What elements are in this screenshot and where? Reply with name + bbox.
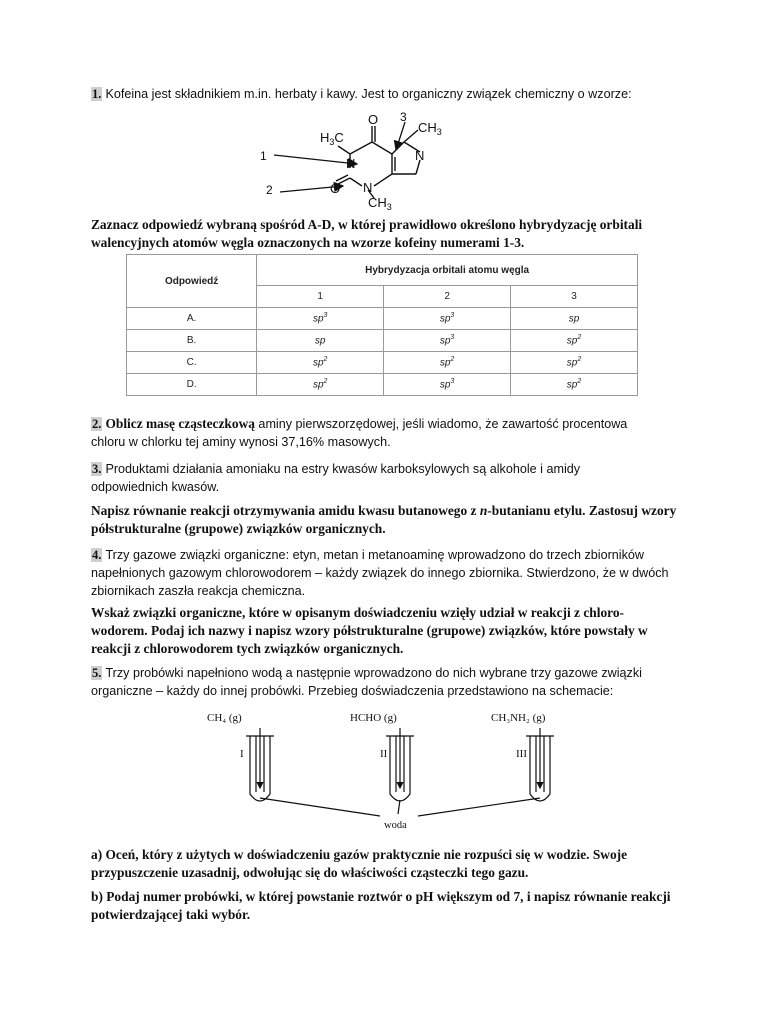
q5-task-a: a) Oceń, który z użytych w doświadczeniu gazów praktycznie nie rozpuści się w wodzie. Swoje przypuszczenie uzasadnij, odwołując się do właściwości cząsteczki tego gazu. xyxy=(91,847,628,880)
q1-intro-text: Kofeina jest składnikiem m.in. herbaty i kawy. Jest to organiczny związek chemiczny o wzorze: xyxy=(105,87,632,101)
arrow-1 xyxy=(274,155,357,164)
leader-line-1 xyxy=(260,798,380,816)
q5-number: 5. xyxy=(92,666,102,680)
row-label: C. xyxy=(127,352,257,374)
cell-hyb: sp xyxy=(257,330,384,352)
cell-hyb: $sp^2$ xyxy=(511,374,638,396)
tube-roman-1: I xyxy=(240,748,244,760)
q5-body: Trzy probówki napełniono wodą a następnie wprowadzono do nich wybrane trzy gazowe związki organiczne – każdy do innej probówki. Przebieg doświadczenia przedstawiono na schemacie: xyxy=(91,666,642,698)
cell-hyb: $sp^3$ xyxy=(384,330,511,352)
row-label: A. xyxy=(127,308,257,330)
q4-task: Wskaż związki organiczne, które w opisanym doświadczeniu wzięły udział w reakcji z chloro- wodorem. Podaj ich nazwy i napisz wzory półstrukturalne (grupowe) związków, które powstały w reakcji z chlorowodorem tych związków organicznych. xyxy=(91,605,648,656)
cell-hyb: sp xyxy=(511,308,638,330)
q3-task: Napisz równanie reakcji otrzymywania amidu kwasu butanowego z n-butanianu etylu. Zastosuj wzory półstrukturalne (grupowe) związków organicznych. xyxy=(91,503,677,536)
experiment-schematic xyxy=(180,724,580,824)
cell-hyb: $sp^3$ xyxy=(257,308,384,330)
caffeine-ch3-top: $CH_3$ xyxy=(418,120,442,137)
caffeine-n3: N xyxy=(363,180,373,195)
cell-hyb: $sp^2$ xyxy=(257,374,384,396)
hybridization-table xyxy=(126,254,638,396)
cell-hyb: $sp^3$ xyxy=(384,374,511,396)
col-header-3: 3 xyxy=(511,286,638,308)
q1-intro xyxy=(91,85,681,103)
leader-line-3 xyxy=(418,798,540,816)
col-header-2: 2 xyxy=(384,286,511,308)
tube-roman-3: III xyxy=(516,748,527,760)
q4-body: Trzy gazowe związki organiczne: etyn, metan i metanoaminę wprowadzono do trzech zbiorników napełnionych gazowym chlorowodorem – każdy związek do innego zbiornika. Stwierdzono, że w dwóch zbiornikach zaszła reakcja chemiczna. xyxy=(91,548,669,598)
caffeine-oxygen-bottom: O xyxy=(330,181,341,196)
cell-hyb: $sp^2$ xyxy=(384,352,511,374)
cell-hyb: $sp^2$ xyxy=(257,352,384,374)
gas-label-2: HCHO (g) xyxy=(350,712,397,724)
q3-number: 3. xyxy=(92,462,102,476)
table-row xyxy=(127,330,638,352)
header-hybridization: Hybrydyzacja orbitali atomu węgla xyxy=(257,255,638,286)
q1-task: Zaznacz odpowiedź wybraną spośród A-D, w której prawidłowo określono hybrydyzację orbitali walencyjnych atomów węgla oznaczonych na wzorze kofeiny numerami 1-3. xyxy=(91,217,643,250)
q5-text xyxy=(91,664,666,700)
caffeine-oxygen-top: O xyxy=(368,112,379,127)
row-label: D. xyxy=(127,374,257,396)
q4-number: 4. xyxy=(92,548,102,562)
caffeine-h3c: $H_3C$ xyxy=(320,130,344,147)
table-row xyxy=(127,374,638,396)
gas-label-3: CH₃NH₂ (g) xyxy=(491,712,546,724)
col-header-1: 1 xyxy=(257,286,384,308)
caffeine-label-2: 2 xyxy=(266,183,273,197)
q4-text xyxy=(91,546,676,600)
gas-label-1: CH₄ (g) xyxy=(207,712,242,724)
q2-text xyxy=(91,415,661,451)
row-label: B. xyxy=(127,330,257,352)
caffeine-label-3: 3 xyxy=(400,110,407,124)
q2-bold: Oblicz masę cząsteczkową xyxy=(105,416,255,431)
caffeine-n9: N xyxy=(415,148,425,163)
tube-roman-2: II xyxy=(380,748,388,760)
table-row xyxy=(127,308,638,330)
q1-number: 1. xyxy=(92,87,102,101)
cell-hyb: $sp^3$ xyxy=(384,308,511,330)
q3-text xyxy=(91,460,631,496)
cell-hyb: $sp^2$ xyxy=(511,330,638,352)
caffeine-structure xyxy=(250,108,490,210)
table-row xyxy=(127,352,638,374)
water-label: woda xyxy=(384,820,407,831)
caffeine-label-1: 1 xyxy=(260,149,267,163)
caffeine-ch3-bottom: $CH_3$ xyxy=(368,195,392,210)
q2-number: 2. xyxy=(92,417,102,431)
q5-task-b: b) Podaj numer probówki, w której powstanie roztwór o pH większym od 7, i napisz równanie reakcji potwierdzającej taki wybór. xyxy=(91,889,671,922)
leader-line-2 xyxy=(398,800,400,814)
caffeine-n1: N xyxy=(346,156,356,171)
q3-body: Produktami działania amoniaku na estry kwasów karboksylowych są alkohole i amidy odpowiednich kwasów. xyxy=(91,462,581,494)
header-answer: Odpowiedź xyxy=(127,255,257,308)
q2-rest: aminy pierwszorzędowej, jeśli wiadomo, że zawartość procentowa chloru w chlorku tej aminy wynosi 37,16% masowych. xyxy=(91,417,628,449)
cell-hyb: $sp^2$ xyxy=(511,352,638,374)
